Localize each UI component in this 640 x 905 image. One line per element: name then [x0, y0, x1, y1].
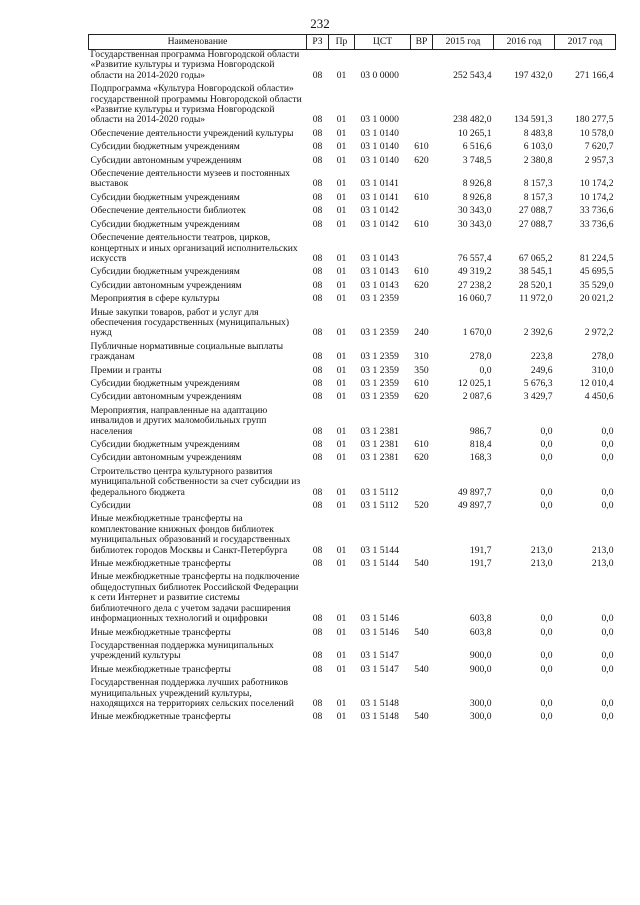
- row-name: Субсидии бюджетным учреждениям: [90, 439, 240, 450]
- table-row: [89, 678, 616, 712]
- row-pr: 01: [336, 191, 347, 203]
- row-value-2015: 8 926,8: [462, 191, 492, 203]
- row-name: Иные межбюджетные трансферты: [90, 711, 231, 723]
- header-pr: Пр: [329, 35, 355, 50]
- table-row: [89, 342, 616, 366]
- row-cst: 03 1 0141: [360, 191, 399, 203]
- row-value-2015: 168,3: [469, 452, 492, 464]
- row-value-2016: 249,6: [530, 364, 553, 376]
- row-value-2017: 81 224,5: [579, 252, 614, 264]
- table-row: [89, 392, 616, 405]
- row-cst: 03 1 2381: [360, 452, 399, 464]
- header-name: Наименование: [89, 35, 307, 50]
- row-vr: [411, 406, 433, 440]
- row-pr: 01: [336, 141, 347, 153]
- row-pr: 01: [336, 613, 347, 625]
- row-value-2015: 191,7: [469, 558, 492, 570]
- row-value-2016: 0,0: [540, 711, 553, 723]
- row-value-2015: 49 897,7: [457, 486, 492, 498]
- row-name: Государственная поддержка лучших работников муниципальных учреждений культуры, находящихся на территориях сельских поселений: [90, 677, 294, 709]
- row-value-2016: 27 088,7: [518, 205, 553, 217]
- row-value-2016: 8 157,3: [523, 191, 553, 203]
- row-value-2015: 603,8: [469, 613, 492, 625]
- row-value-2015: 8 926,8: [462, 178, 492, 190]
- row-value-2017: 7 620,7: [584, 141, 614, 153]
- row-cst: 03 1 0143: [360, 252, 399, 264]
- row-cst: 03 1 0142: [360, 218, 399, 230]
- row-value-2017: 33 736,6: [579, 218, 614, 230]
- row-value-2016: 0,0: [540, 650, 553, 662]
- table-body: [89, 50, 616, 726]
- row-name: Иные межбюджетные трансферты на подключение общедоступных библиотек Российской Федерации к сети Интернет и развитие системы библиотечного дела с учетом задачи расширения информационных технологий и оцифровки: [90, 571, 300, 625]
- row-name: Субсидии бюджетным учреждениям: [90, 218, 240, 230]
- row-value-2017: 0,0: [601, 452, 614, 464]
- row-value-2015: 30 343,0: [457, 205, 492, 217]
- row-vr: 350: [414, 364, 429, 376]
- row-rz: 08: [312, 279, 323, 291]
- row-rz: 08: [312, 266, 323, 278]
- row-pr: 01: [336, 626, 347, 638]
- row-vr: 610: [414, 141, 429, 153]
- row-value-2017: 213,0: [591, 558, 614, 570]
- row-value-2015: 6 516,6: [462, 141, 492, 153]
- row-rz: 08: [312, 486, 323, 498]
- row-value-2015: 252 543,4: [453, 69, 492, 81]
- row-pr: 01: [336, 650, 347, 662]
- row-value-2016: 38 545,1: [518, 266, 553, 278]
- row-cst: 03 1 2359: [360, 293, 399, 305]
- row-name: Субсидии бюджетным учреждениям: [90, 141, 240, 153]
- table-row: [89, 294, 616, 307]
- row-cst: 03 1 5112: [360, 500, 399, 512]
- table-row: [89, 440, 616, 453]
- row-value-2015: 30 343,0: [457, 218, 492, 230]
- row-vr: [411, 129, 433, 142]
- row-value-2016: 2 392,6: [523, 327, 553, 339]
- table-row: [89, 514, 616, 559]
- row-value-2017: 35 529,0: [579, 279, 614, 291]
- row-vr: 240: [414, 327, 429, 339]
- row-value-2015: 900,0: [469, 663, 492, 675]
- row-value-2015: 1 670,0: [462, 327, 492, 339]
- row-value-2016: 28 520,1: [518, 279, 553, 291]
- row-vr: [411, 514, 433, 559]
- row-value-2017: 10 174,2: [579, 178, 614, 190]
- row-value-2015: 76 557,4: [457, 252, 492, 264]
- table-row: [89, 712, 616, 725]
- row-name: Субсидии бюджетным учреждениям: [90, 266, 240, 278]
- header-2015: 2015 год: [433, 35, 494, 50]
- row-value-2015: 49 897,7: [457, 500, 492, 512]
- row-rz: 08: [312, 178, 323, 190]
- row-pr: 01: [336, 293, 347, 305]
- row-name: Иные закупки товаров, работ и услуг для обеспечения государственных (муниципальных) нужд: [90, 306, 290, 339]
- row-pr: 01: [336, 327, 347, 339]
- row-value-2015: 191,7: [469, 544, 492, 556]
- row-name: Субсидии автономным учреждениям: [90, 154, 242, 166]
- row-rz: 08: [312, 252, 323, 264]
- row-rz: 08: [312, 391, 323, 403]
- row-rz: 08: [312, 425, 323, 437]
- header-2016: 2016 год: [494, 35, 555, 50]
- row-pr: 01: [336, 154, 347, 166]
- table-row: [89, 267, 616, 280]
- table-row: [89, 50, 616, 85]
- row-rz: 08: [312, 127, 323, 139]
- row-vr: 610: [414, 218, 429, 230]
- row-name: Подпрограмма «Культура Новгородской области» государственной программы Новгородской области «Развитие культуры и туризма Новгородской области на 2014-2020 годы»: [90, 83, 302, 126]
- row-value-2016: 0,0: [540, 439, 553, 450]
- row-value-2016: 6 103,0: [523, 141, 553, 153]
- table-row: [89, 308, 616, 342]
- row-rz: 08: [312, 141, 323, 153]
- row-value-2017: 0,0: [601, 711, 614, 723]
- row-rz: 08: [312, 293, 323, 305]
- row-vr: [411, 572, 433, 627]
- row-cst: 03 1 0140: [360, 141, 399, 153]
- row-value-2015: 12 025,1: [457, 377, 492, 389]
- row-cst: 03 1 5146: [360, 626, 399, 638]
- row-rz: 08: [312, 558, 323, 570]
- row-pr: 01: [336, 69, 347, 81]
- row-value-2015: 16 060,7: [457, 293, 492, 305]
- row-value-2016: 8 483,8: [523, 127, 553, 139]
- row-value-2017: 20 021,2: [579, 293, 614, 305]
- row-name: Иные межбюджетные трансферты: [90, 626, 231, 638]
- row-rz: 08: [312, 364, 323, 376]
- table-row: [89, 641, 616, 665]
- row-value-2017: 10 578,0: [579, 127, 614, 139]
- row-value-2015: 603,8: [469, 626, 492, 638]
- row-value-2015: 27 238,2: [457, 279, 492, 291]
- row-name: Премии и гранты: [90, 364, 162, 376]
- table-row: [89, 281, 616, 294]
- row-cst: 03 1 5147: [360, 650, 399, 662]
- row-cst: 03 1 5148: [360, 711, 399, 723]
- row-name: Иные межбюджетные трансферты: [90, 558, 231, 570]
- row-rz: 08: [312, 69, 323, 81]
- row-vr: 620: [414, 452, 429, 464]
- row-rz: 08: [312, 663, 323, 675]
- header-vr: ВР: [411, 35, 433, 50]
- row-vr: 520: [414, 500, 429, 512]
- table-row: [89, 193, 616, 206]
- row-cst: 03 1 2359: [360, 364, 399, 376]
- row-value-2016: 0,0: [540, 425, 553, 437]
- table-row: [89, 129, 616, 142]
- table-row: [89, 220, 616, 233]
- row-pr: 01: [336, 127, 347, 139]
- table-row: [89, 142, 616, 155]
- row-cst: 03 1 2381: [360, 439, 399, 450]
- row-cst: 03 1 2359: [360, 327, 399, 339]
- row-value-2015: 900,0: [469, 650, 492, 662]
- table-row: [89, 665, 616, 678]
- row-pr: 01: [336, 697, 347, 709]
- row-rz: 08: [312, 205, 323, 217]
- row-rz: 08: [312, 626, 323, 638]
- row-rz: 08: [312, 114, 323, 126]
- row-pr: 01: [336, 486, 347, 498]
- row-pr: 01: [336, 205, 347, 217]
- table-row: [89, 366, 616, 379]
- row-name: Иные межбюджетные трансферты на комплектование книжных фондов библиотек муниципальных образований и государственных библиотек городов Москвы и Санкт-Петербурга: [90, 513, 291, 556]
- table-row: [89, 628, 616, 641]
- row-value-2017: 2 957,3: [584, 154, 614, 166]
- row-value-2016: 213,0: [530, 558, 553, 570]
- row-value-2016: 0,0: [540, 613, 553, 625]
- row-value-2016: 134 591,3: [514, 114, 553, 126]
- table-row: [89, 156, 616, 169]
- row-rz: 08: [312, 452, 323, 464]
- row-value-2015: 10 265,1: [457, 127, 492, 139]
- row-value-2017: 0,0: [601, 626, 614, 638]
- row-pr: 01: [336, 439, 347, 450]
- row-vr: [411, 50, 433, 85]
- row-rz: 08: [312, 351, 323, 363]
- row-rz: 08: [312, 154, 323, 166]
- row-name: Публичные нормативные социальные выплаты гражданам: [90, 340, 284, 363]
- header-cst: ЦСТ: [355, 35, 411, 50]
- table-row: [89, 206, 616, 219]
- row-rz: 08: [312, 377, 323, 389]
- row-name: Государственная поддержка муниципальных учреждений культуры: [90, 639, 274, 662]
- row-value-2017: 271 166,4: [575, 69, 614, 81]
- row-pr: 01: [336, 544, 347, 556]
- row-value-2016: 3 429,7: [523, 391, 553, 403]
- row-rz: 08: [312, 218, 323, 230]
- row-name: Мероприятия, направленные на адаптацию инвалидов и других маломобильных групп населения: [90, 404, 268, 437]
- row-name: Субсидии бюджетным учреждениям: [90, 377, 240, 389]
- row-name: Обеспечение деятельности музеев и постоянных выставок: [90, 168, 291, 190]
- table-row: [89, 572, 616, 627]
- row-name: Обеспечение деятельности театров, цирков, концертных и иных организаций исполнительских искусств: [90, 232, 298, 264]
- row-value-2017: 0,0: [601, 663, 614, 675]
- row-cst: 03 1 0142: [360, 205, 399, 217]
- row-value-2017: 0,0: [601, 439, 614, 450]
- row-cst: 03 1 0140: [360, 154, 399, 166]
- row-value-2017: 0,0: [601, 486, 614, 498]
- row-rz: 08: [312, 327, 323, 339]
- row-value-2017: 45 695,5: [579, 266, 614, 278]
- row-value-2017: 0,0: [601, 425, 614, 437]
- table-row: [89, 559, 616, 572]
- row-pr: 01: [336, 425, 347, 437]
- row-cst: 03 1 2359: [360, 351, 399, 363]
- row-pr: 01: [336, 558, 347, 570]
- row-cst: 03 0 0000: [360, 69, 399, 81]
- table-row: [89, 467, 616, 501]
- row-value-2015: 278,0: [469, 351, 492, 363]
- row-vr: 610: [414, 266, 429, 278]
- page-number: 232: [310, 16, 330, 31]
- row-value-2016: 2 380,8: [523, 154, 553, 166]
- row-pr: 01: [336, 364, 347, 376]
- row-pr: 01: [336, 711, 347, 723]
- row-value-2016: 0,0: [540, 452, 553, 464]
- row-cst: 03 1 0000: [360, 114, 399, 126]
- row-value-2015: 986,7: [469, 425, 492, 437]
- header-2017: 2017 год: [555, 35, 616, 50]
- row-value-2017: 0,0: [601, 613, 614, 625]
- table-row: [89, 169, 616, 193]
- row-value-2016: 0,0: [540, 626, 553, 638]
- row-vr: 540: [414, 711, 429, 723]
- row-value-2016: 197 432,0: [514, 69, 553, 81]
- row-value-2015: 818,4: [469, 439, 492, 450]
- row-pr: 01: [336, 266, 347, 278]
- row-pr: 01: [336, 391, 347, 403]
- row-vr: 620: [414, 391, 429, 403]
- row-value-2017: 213,0: [591, 544, 614, 556]
- row-vr: 620: [414, 154, 429, 166]
- row-value-2017: 12 010,4: [579, 377, 614, 389]
- table-row: [89, 501, 616, 514]
- row-value-2015: 0,0: [479, 364, 492, 376]
- row-value-2017: 278,0: [591, 351, 614, 363]
- row-vr: [411, 169, 433, 193]
- row-cst: 03 1 5144: [360, 544, 399, 556]
- row-name: Субсидии автономным учреждениям: [90, 452, 242, 464]
- header-rz: РЗ: [307, 35, 329, 50]
- row-pr: 01: [336, 218, 347, 230]
- row-rz: 08: [312, 697, 323, 709]
- row-pr: 01: [336, 500, 347, 512]
- table-row: [89, 84, 616, 129]
- row-name: Обеспечение деятельности библиотек: [90, 205, 246, 217]
- row-value-2016: 67 065,2: [518, 252, 553, 264]
- row-vr: [411, 678, 433, 712]
- row-vr: 540: [414, 626, 429, 638]
- row-rz: 08: [312, 544, 323, 556]
- row-value-2017: 310,0: [591, 364, 614, 376]
- row-value-2016: 223,8: [530, 351, 553, 363]
- row-value-2015: 2 087,6: [462, 391, 492, 403]
- row-vr: 610: [414, 377, 429, 389]
- row-vr: 310: [414, 351, 429, 363]
- row-cst: 03 1 0143: [360, 279, 399, 291]
- row-value-2015: 49 319,2: [457, 266, 492, 278]
- row-pr: 01: [336, 351, 347, 363]
- row-rz: 08: [312, 613, 323, 625]
- row-vr: 610: [414, 191, 429, 203]
- row-pr: 01: [336, 663, 347, 675]
- table-row: [89, 453, 616, 466]
- row-name: Иные межбюджетные трансферты: [90, 663, 231, 675]
- budget-table: [88, 34, 616, 726]
- row-cst: 03 1 5144: [360, 558, 399, 570]
- row-vr: [411, 233, 433, 267]
- row-pr: 01: [336, 178, 347, 190]
- row-value-2017: 4 450,6: [584, 391, 614, 403]
- row-value-2017: 0,0: [601, 697, 614, 709]
- row-vr: 610: [414, 439, 429, 450]
- row-value-2015: 300,0: [469, 697, 492, 709]
- row-value-2016: 8 157,3: [523, 178, 553, 190]
- row-value-2017: 33 736,6: [579, 205, 614, 217]
- row-vr: 540: [414, 663, 429, 675]
- table-row: [89, 233, 616, 267]
- row-name: Мероприятия в сфере культуры: [90, 293, 220, 305]
- row-value-2016: 11 972,0: [519, 293, 553, 305]
- row-value-2016: 0,0: [540, 697, 553, 709]
- row-cst: 03 1 0143: [360, 266, 399, 278]
- row-value-2016: 0,0: [540, 663, 553, 675]
- row-value-2016: 0,0: [540, 500, 553, 512]
- row-rz: 08: [312, 650, 323, 662]
- row-value-2016: 0,0: [540, 486, 553, 498]
- row-cst: 03 1 5148: [360, 697, 399, 709]
- row-cst: 03 1 5147: [360, 663, 399, 675]
- row-vr: [411, 294, 433, 307]
- row-pr: 01: [336, 452, 347, 464]
- row-value-2017: 0,0: [601, 500, 614, 512]
- row-value-2015: 3 748,5: [462, 154, 492, 166]
- row-cst: 03 1 0140: [360, 127, 399, 139]
- row-value-2017: 0,0: [601, 650, 614, 662]
- row-pr: 01: [336, 279, 347, 291]
- row-value-2015: 238 482,0: [453, 114, 492, 126]
- row-value-2016: 213,0: [530, 544, 553, 556]
- row-name: Субсидии: [90, 500, 131, 512]
- row-name: Обеспечение деятельности учреждений культуры: [90, 127, 294, 139]
- row-vr: 620: [414, 279, 429, 291]
- row-vr: [411, 641, 433, 665]
- row-name: Государственная программа Новгородской области «Развитие культуры и туризма Новгородской области на 2014-2020 годы»: [90, 49, 300, 81]
- row-value-2016: 27 088,7: [518, 218, 553, 230]
- row-cst: 03 1 5112: [360, 486, 399, 498]
- row-name: Субсидии автономным учреждениям: [90, 279, 242, 291]
- row-name: Субсидии бюджетным учреждениям: [90, 191, 240, 203]
- table-row: [89, 406, 616, 440]
- row-cst: 03 1 2359: [360, 391, 399, 403]
- row-value-2017: 2 972,2: [584, 327, 614, 339]
- row-cst: 03 1 2381: [360, 425, 399, 437]
- row-pr: 01: [336, 114, 347, 126]
- row-name: Субсидии автономным учреждениям: [90, 391, 242, 403]
- row-vr: [411, 84, 433, 129]
- row-rz: 08: [312, 191, 323, 203]
- row-vr: [411, 467, 433, 501]
- row-cst: 03 1 5146: [360, 613, 399, 625]
- table-header-row: [89, 35, 616, 50]
- row-value-2016: 5 676,3: [523, 377, 553, 389]
- row-cst: 03 1 0141: [360, 178, 399, 190]
- row-pr: 01: [336, 377, 347, 389]
- row-name: Строительство центра культурного развития муниципальной собственности за счет субсидии из федерального бюджета: [90, 465, 301, 498]
- row-vr: [411, 206, 433, 219]
- row-value-2017: 10 174,2: [579, 191, 614, 203]
- row-value-2015: 300,0: [469, 711, 492, 723]
- row-vr: 540: [414, 558, 429, 570]
- row-cst: 03 1 2359: [360, 377, 399, 389]
- row-rz: 08: [312, 439, 323, 450]
- row-rz: 08: [312, 500, 323, 512]
- row-pr: 01: [336, 252, 347, 264]
- row-rz: 08: [312, 711, 323, 723]
- row-value-2017: 180 277,5: [575, 114, 614, 126]
- table-row: [89, 379, 616, 392]
